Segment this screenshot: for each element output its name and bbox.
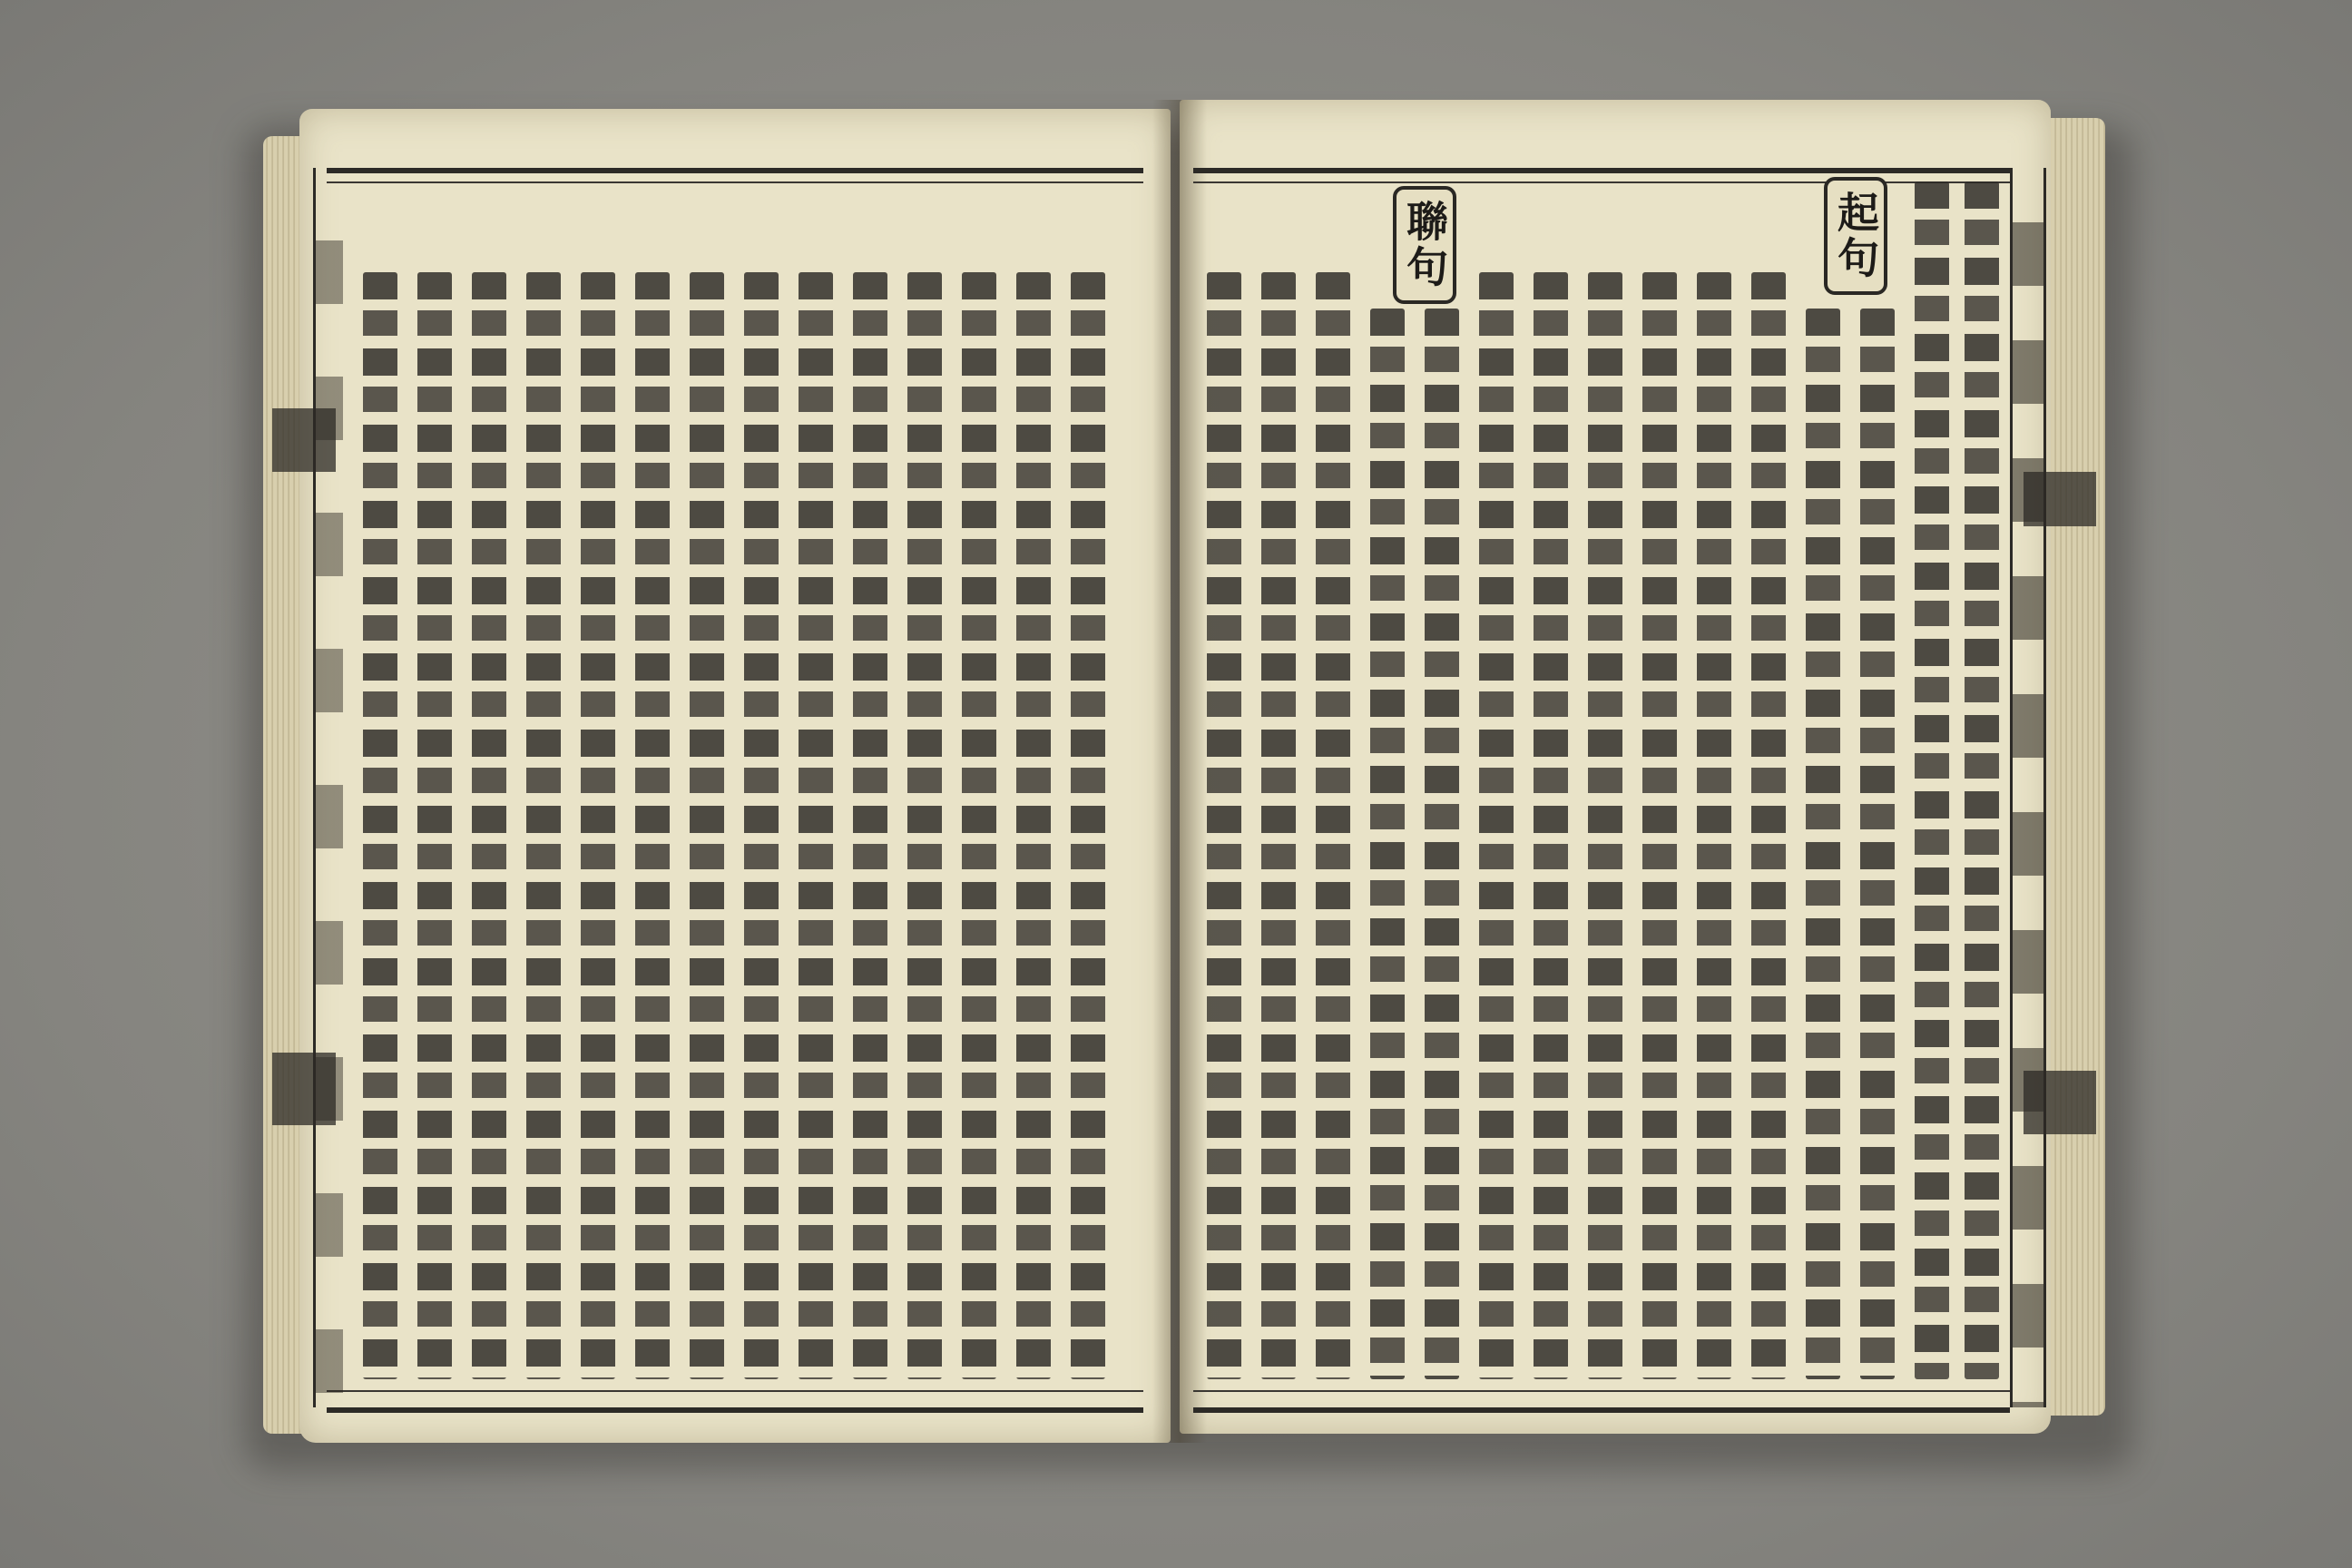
text-column: [1425, 309, 1459, 1379]
text-column: [1588, 272, 1622, 1379]
text-column: [581, 272, 615, 1379]
text-column: [1642, 272, 1677, 1379]
text-column: [526, 272, 561, 1379]
section-label-lianju: 聯句: [1393, 186, 1456, 304]
left-margin-banner: [313, 168, 343, 1407]
text-column: [1071, 272, 1105, 1379]
text-column: [635, 272, 670, 1379]
text-column: [1016, 272, 1051, 1379]
right-margin-banner: [2010, 168, 2046, 1407]
text-column: [1751, 272, 1786, 1379]
text-column: [907, 272, 942, 1379]
text-column: [799, 272, 833, 1379]
text-column: [1965, 181, 1999, 1379]
fore-edge-tab: [272, 408, 336, 472]
text-column: [1479, 272, 1514, 1379]
text-column: [1806, 309, 1840, 1379]
text-column: [962, 272, 996, 1379]
text-column: [1316, 272, 1350, 1379]
text-column: [853, 272, 887, 1379]
fore-edge-tab: [2024, 1071, 2096, 1134]
text-column: [472, 272, 506, 1379]
text-column: [363, 272, 397, 1379]
text-column: [417, 272, 452, 1379]
text-column: [1860, 309, 1895, 1379]
fore-edge-tab: [2024, 472, 2096, 526]
text-column: [1261, 272, 1296, 1379]
text-column: [1697, 272, 1731, 1379]
text-column: [744, 272, 779, 1379]
fore-edge-tab: [272, 1053, 336, 1125]
text-column: [1534, 272, 1568, 1379]
text-column: [1370, 309, 1405, 1379]
text-column: [690, 272, 724, 1379]
section-label-qiju: 起句: [1824, 177, 1887, 295]
text-column: [1207, 272, 1241, 1379]
text-column: [1915, 181, 1949, 1379]
